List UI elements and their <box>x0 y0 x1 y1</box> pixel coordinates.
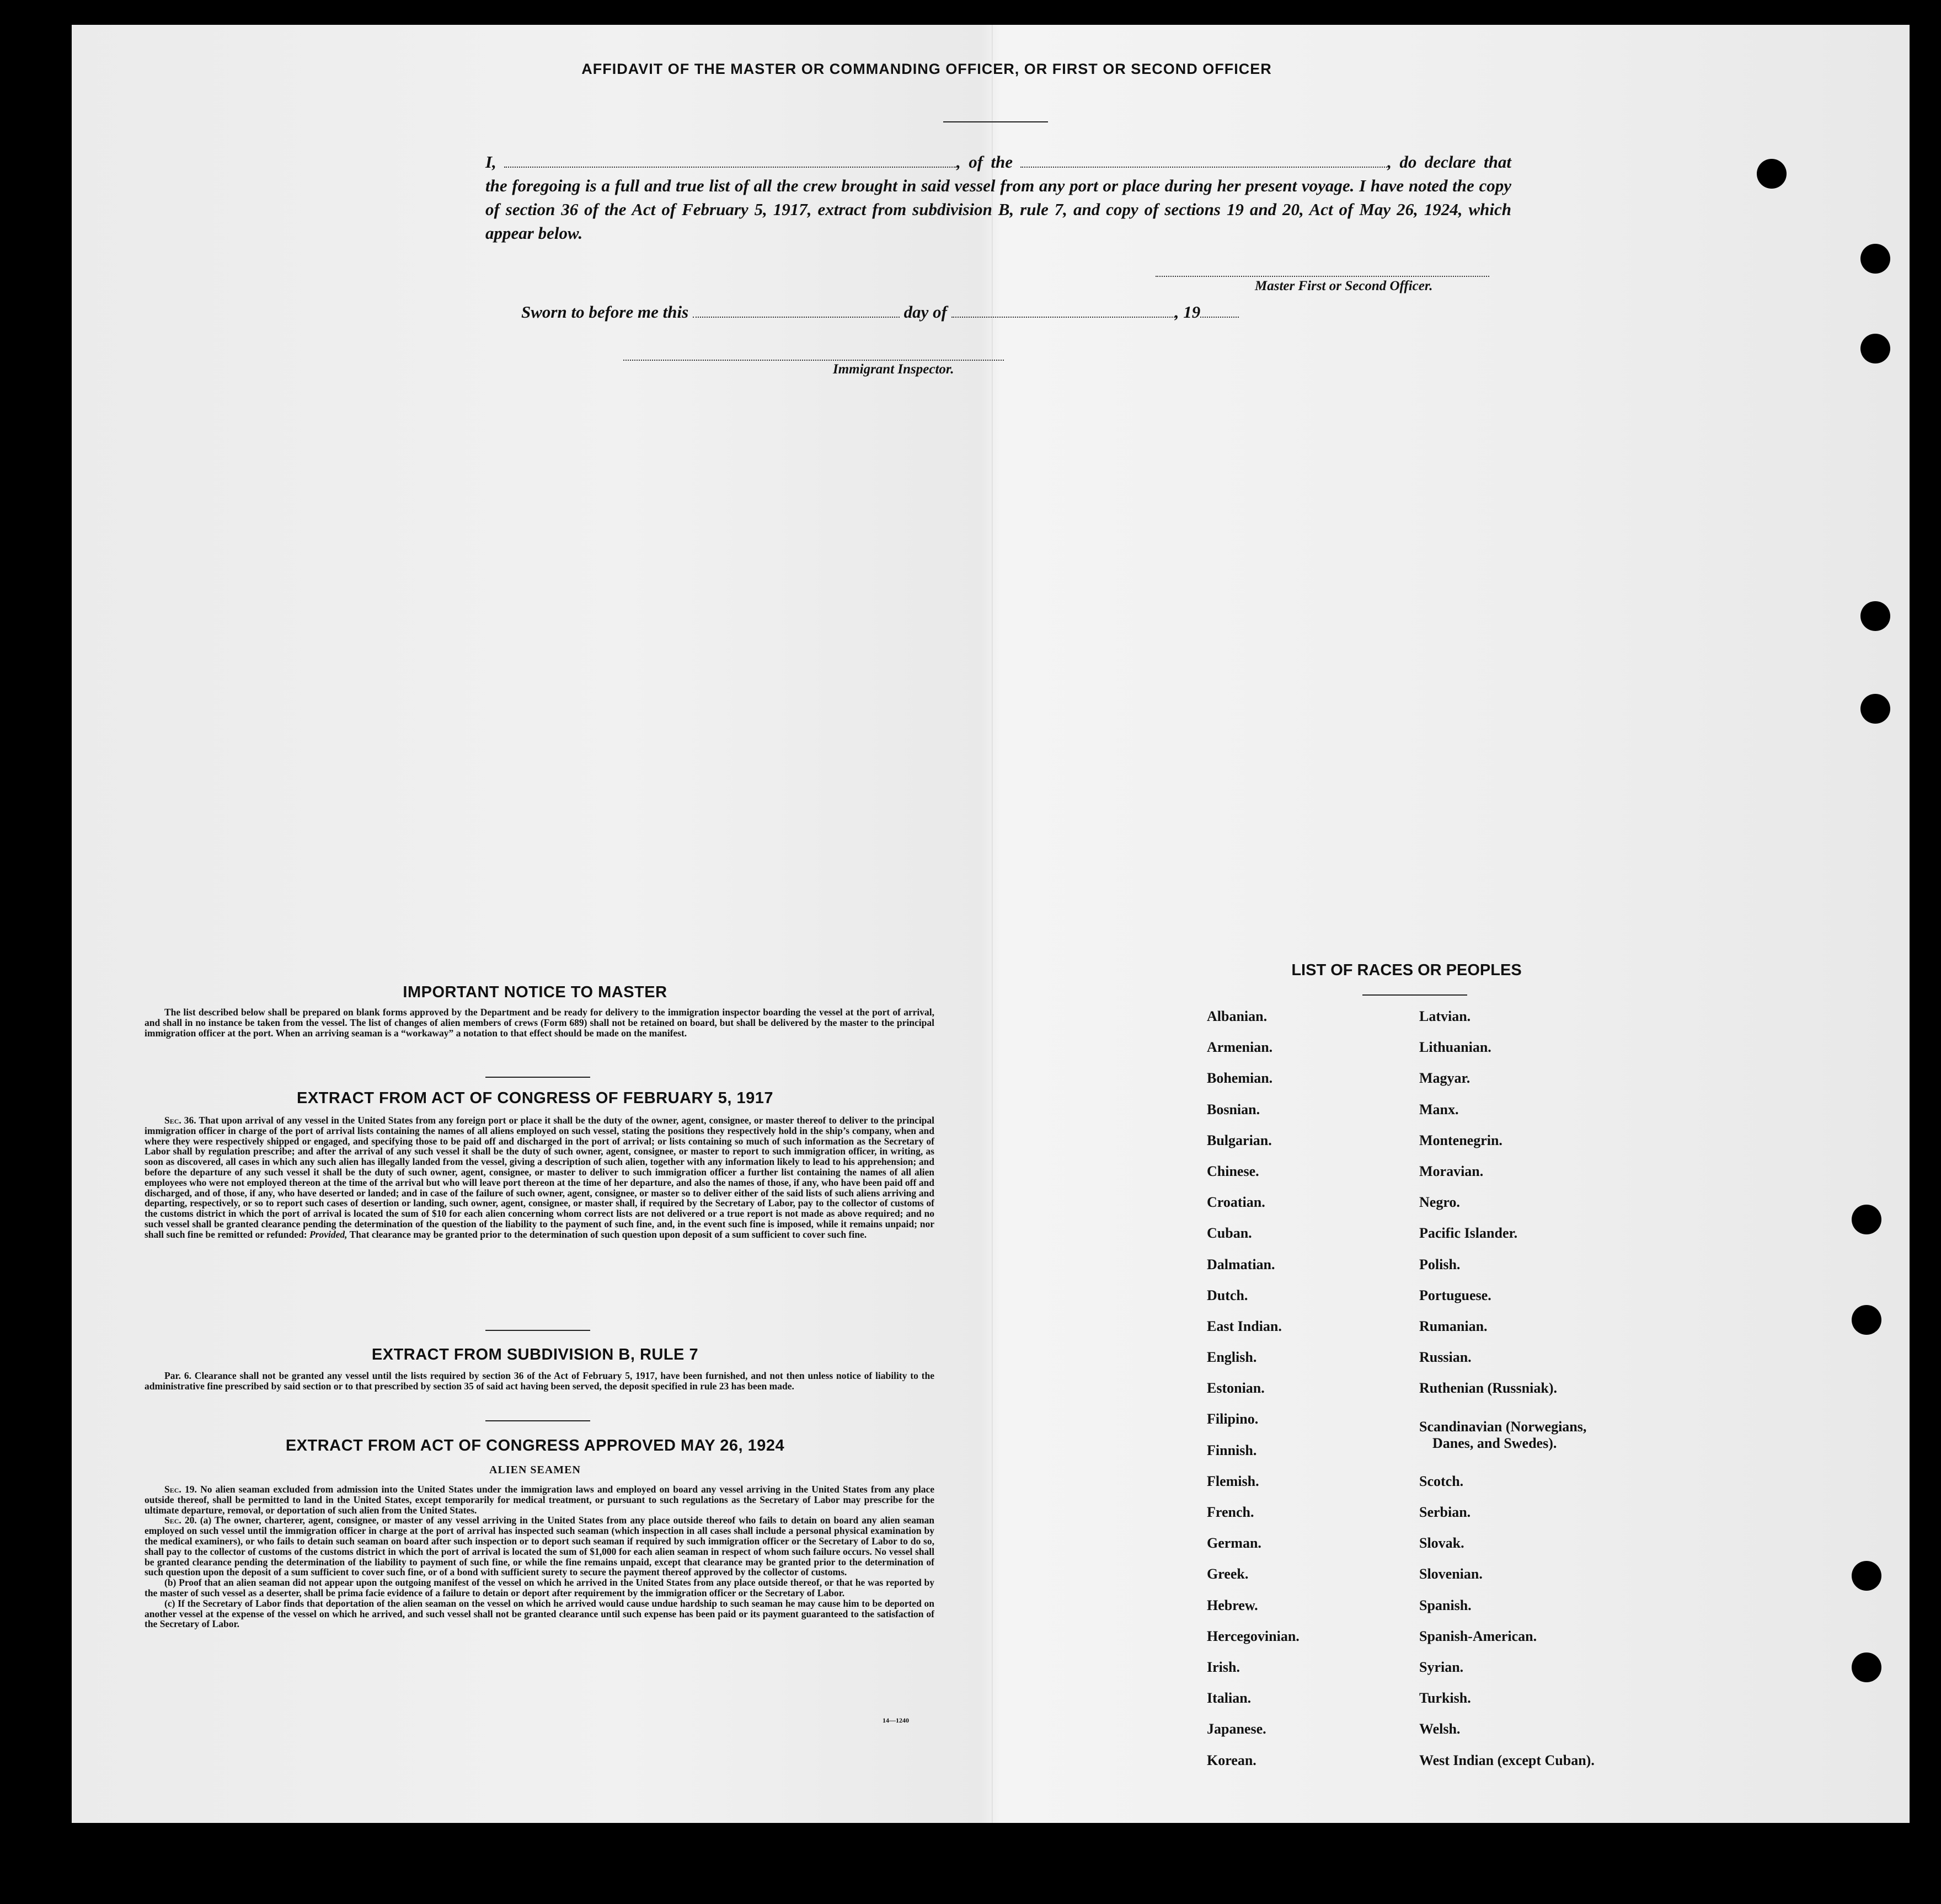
race-item: Irish. <box>1207 1659 1240 1675</box>
race-item: Korean. <box>1207 1752 1256 1768</box>
vessel-field[interactable] <box>1020 153 1387 168</box>
race-item: Greek. <box>1207 1566 1249 1582</box>
races-divider <box>1362 994 1467 996</box>
punch-hole <box>1852 1205 1881 1234</box>
provided-word: Provided, <box>309 1228 347 1240</box>
race-item: Estonian. <box>1207 1380 1265 1397</box>
race-item: Syrian. <box>1419 1659 1464 1675</box>
sec19-text: No alien seaman excluded from admission into the United States under the immigration laws and employed on board any vessel arriving in the United States from any place outside thereof, shall be permitted to land in the United States, except temporarily for medical treatment, or pursuant to such regulations as the Secretary of Labor may prescribe for the ultimate departure, removal, or deportation of such alien from the United States. <box>145 1484 935 1516</box>
race-item: English. <box>1207 1349 1257 1366</box>
race-item: Scandinavian (Norwegians, <box>1419 1419 1587 1435</box>
year-prefix: , 19 <box>1174 302 1201 322</box>
title-divider <box>943 121 1048 122</box>
race-item: Magyar. <box>1419 1070 1471 1087</box>
affidavit-title: AFFIDAVIT OF THE MASTER OR COMMANDING OFFICER, OR FIRST OR SECOND OFFICER <box>581 61 1272 77</box>
races-left-column <box>1207 1009 1300 1784</box>
race-item: Hebrew. <box>1207 1597 1258 1613</box>
race-item: Welsh. <box>1419 1721 1461 1737</box>
punch-hole <box>1852 1652 1881 1682</box>
master-label: Master First or Second Officer. <box>1255 279 1433 293</box>
race-item: Latvian. <box>1419 1008 1471 1024</box>
race-item: Japanese. <box>1207 1721 1266 1737</box>
of-the-label: , of the <box>956 152 1013 172</box>
punch-hole <box>1860 244 1890 274</box>
rule7-divider <box>485 1420 590 1421</box>
rule7-paragraph: Par. 6. Clearance shall not be granted any vessel until the lists required by section 36 of the Act of February 5, 1917, have been furnished, and not then unless notice of liability to the administrative fine prescribed by said section or to that prescribed by section 35 of said act having been served, the deposit specified in rule 23 has been made. <box>145 1370 934 1392</box>
race-item: Cuban. <box>1207 1225 1252 1242</box>
race-item: Finnish. <box>1207 1442 1257 1458</box>
race-item: Rumanian. <box>1419 1318 1488 1334</box>
extract-1917-title: EXTRACT FROM ACT OF CONGRESS OF FEBRUARY 5, 1917 <box>296 1089 774 1107</box>
race-item: Chinese. <box>1207 1163 1259 1179</box>
race-item: Slovak. <box>1419 1535 1464 1552</box>
i-label: I, <box>485 152 496 172</box>
race-item: Scotch. <box>1419 1473 1464 1489</box>
race-item: Bosnian. <box>1207 1101 1260 1117</box>
race-item: Danes, and Swedes). <box>1432 1435 1557 1452</box>
inspector-signature-line[interactable] <box>623 360 1004 361</box>
race-item: Pacific Islander. <box>1419 1225 1518 1242</box>
race-item: Turkish. <box>1419 1690 1471 1707</box>
extract-1924-title: EXTRACT FROM ACT OF CONGRESS APPROVED MAY 26, 1924 <box>285 1437 785 1454</box>
notice-title: IMPORTANT NOTICE TO MASTER <box>403 983 667 1001</box>
race-item: East Indian. <box>1207 1318 1282 1334</box>
sworn-text: Sworn to before me this <box>521 302 689 322</box>
sworn-month-field[interactable] <box>951 303 1175 318</box>
page-fold <box>992 25 994 1823</box>
race-item: Serbian. <box>1419 1504 1471 1521</box>
sec20-label: Sec. 20. <box>164 1515 197 1526</box>
affidavit-body <box>485 150 1511 245</box>
sec36-label: Sec. 36. <box>164 1115 196 1126</box>
day-of-label: day of <box>903 302 947 322</box>
form-number: 14—1240 <box>883 1716 909 1724</box>
extract-1924-text <box>145 1484 934 1629</box>
do-declare-label: , do declare <box>1387 152 1476 172</box>
inspector-label: Immigrant Inspector. <box>833 362 954 377</box>
race-item: Slovenian. <box>1419 1566 1483 1582</box>
rule7-title: EXTRACT FROM SUBDIVISION B, RULE 7 <box>371 1346 699 1363</box>
sec36-text: That upon arrival of any vessel in the United States from any foreign port or place it shall be the duty of the owner, agent, consignee, or master thereof to deliver to the principal immigration officer in charge of the port of arrival lists containing the names of all aliens employed on such vessel, stating the positions they respectively hold in the ship’s company, when and where they were respectively shipped or engaged, and specifying those to be paid off and discharged in the port of arrival; or lists containing so much of such information as the Secretary of Labor shall by regulation prescribe; and after the arrival of any such vessel it shall be the duty of such owner, agent, consignee, or master to report to such immigration officer, in writing, as soon as discovered, all cases in which any such alien has illegally landed from the vessel, giving a description of such alien, together with any information likely to lead to his apprehension; and before the departure of any such vessel it shall be the duty of such owner, agent, consignee, or master to deliver to such immigration officer a further list containing the names of all alien employees who were not employed thereon at the time of the arrival but who will leave port thereon at the time of her departure, and also the names of those, if any, who have been paid off and discharged, and of those, if any, who have deserted or landed; and in case of the failure of such owner, agent, consignee, or master so to deliver either of the said lists of such aliens arriving and departing, respectively, or so to report such cases of desertion or landing, such owner, agent, consignee, or master shall, if required by the Secretary of Labor, pay to the collector of customs of the customs district in which the port of arrival is located the sum of $10 for each alien concerning whom correct lists are not delivered or a true report is not made as above required; and no such vessel shall be granted clearance pending the determination of the question of the liability to the payment of such fine, and, in the event such fine is imposed, while it remains unpaid; nor shall such fine be remitted or refunded: <box>145 1115 935 1240</box>
race-item: Filipino. <box>1207 1411 1259 1427</box>
name-field[interactable] <box>504 153 956 168</box>
punch-hole <box>1860 334 1890 363</box>
affidavit-statement: that the foregoing is a full and true list of all the crew brought in said vessel from any port or place during her present voyage. I have noted the copy of section 36 of the Act of February 5, 1917, extract from subdivision B, rule 7, and copy of sections 19 and 20, Act of May 26, 1924, which appear below. <box>485 152 1511 243</box>
punch-hole <box>1852 1561 1881 1591</box>
race-item: German. <box>1207 1535 1261 1552</box>
race-item: Croatian. <box>1207 1194 1265 1211</box>
race-item: Negro. <box>1419 1194 1460 1211</box>
race-item: Flemish. <box>1207 1473 1259 1489</box>
race-item: Manx. <box>1419 1101 1459 1117</box>
race-item: Portuguese. <box>1419 1287 1491 1303</box>
race-item: Polish. <box>1419 1256 1461 1272</box>
notice-divider <box>485 1077 590 1078</box>
sec20a-text: (a) The owner, charterer, agent, consignee, or master of any vessel arriving in the United States from any place outside thereof who fails to detain on board any alien seaman employed on such vessel until the immigration officer in charge at the port of arrival has inspected such seaman (which inspection in all cases shall include a personal physical examination by the medical examiners), or who fails to detain such seaman on board after such inspection or to deport such seaman if required by such immigration officer or the Secretary of Labor to do so, shall pay to the collector of customs of the customs district in which the port of arrival is located the sum of $1,000 for each alien seaman in respect of whom such failure occurs. No vessel shall be granted clearance pending the determination of the liability to payment of such fine, or while the fine remains unpaid, except that clearance may be granted prior to the determination of such question upon the deposit of a sum sufficient to cover such fine, or of a bond with sufficient surety to secure the payment thereof approved by the collector of customs. <box>145 1515 935 1578</box>
race-item: Moravian. <box>1419 1163 1484 1179</box>
race-item: Dalmatian. <box>1207 1256 1275 1272</box>
punch-hole <box>1757 159 1787 189</box>
race-item: Bohemian. <box>1207 1070 1273 1087</box>
race-item: Dutch. <box>1207 1287 1248 1303</box>
sec20b-text: (b) Proof that an alien seaman did not appear upon the outgoing manifest of the vessel on which he arrived in the United States from any place outside thereof, or that he was reported by the master of such vessel as a deserter, shall be prima facie evidence of a failure to detain or deport after requirement by the immigration officer or the Secretary of Labor. <box>145 1577 934 1598</box>
notice-paragraph: The list described below shall be prepared on blank forms approved by the Department and be ready for delivery to the immigration inspector boarding the vessel at the port of arrival, and shall in no instance be taken from the vessel. The list of changes of alien members of crews (Form 689) shall not be retained on board, but shall be delivered by the master to the principal immigration officer at the port. When an arriving seaman is a “workaway” a notation to that effect should be made on the manifest. <box>145 1007 934 1039</box>
punch-hole <box>1852 1305 1881 1335</box>
race-item: French. <box>1207 1504 1254 1520</box>
race-item: Italian. <box>1207 1690 1252 1707</box>
race-item: Ruthenian (Russniak). <box>1419 1380 1557 1397</box>
sworn-year-field[interactable] <box>1200 303 1239 318</box>
race-item: Montenegrin. <box>1419 1132 1502 1148</box>
races-right-column <box>1419 1009 1595 1784</box>
punch-hole <box>1860 694 1890 724</box>
alien-seamen-subtitle: ALIEN SEAMEN <box>489 1464 581 1476</box>
punch-hole <box>1860 601 1890 631</box>
rule7-text <box>145 1371 934 1392</box>
sworn-day-field[interactable] <box>693 303 900 318</box>
race-item: Russian. <box>1419 1349 1472 1366</box>
notice-text <box>145 1007 934 1038</box>
sworn-statement <box>521 302 1239 322</box>
extract-1917-text <box>145 1115 934 1240</box>
race-item: Armenian. <box>1207 1039 1273 1056</box>
extract-1917-divider <box>485 1330 590 1331</box>
race-item: Lithuanian. <box>1419 1039 1491 1056</box>
race-item: Albanian. <box>1207 1008 1268 1024</box>
race-item: Spanish. <box>1419 1597 1472 1613</box>
race-item: Spanish-American. <box>1419 1628 1537 1644</box>
sec36-text-end: That clearance may be granted prior to the determination of such question upon deposit of a sum sufficient to cover such fine. <box>349 1228 867 1240</box>
races-title: LIST OF RACES OR PEOPLES <box>1291 961 1522 979</box>
master-signature-line[interactable] <box>1156 276 1489 277</box>
race-item: West Indian (except Cuban). <box>1419 1752 1595 1768</box>
race-item: Hercegovinian. <box>1207 1628 1300 1644</box>
race-item: Bulgarian. <box>1207 1132 1272 1148</box>
sec19-label: Sec. 19. <box>164 1484 197 1495</box>
sec20c-text: (c) If the Secretary of Labor finds that deportation of the alien seaman on the vessel on which he arrived would cause undue hardship to such seaman he may cause him to be deported on another vessel at the expense of the vessel on which he arrived, and such vessel shall not be granted clearance until such expense has been paid or its payment guaranteed to the satisfaction of the Secretary of Labor. <box>145 1597 934 1630</box>
